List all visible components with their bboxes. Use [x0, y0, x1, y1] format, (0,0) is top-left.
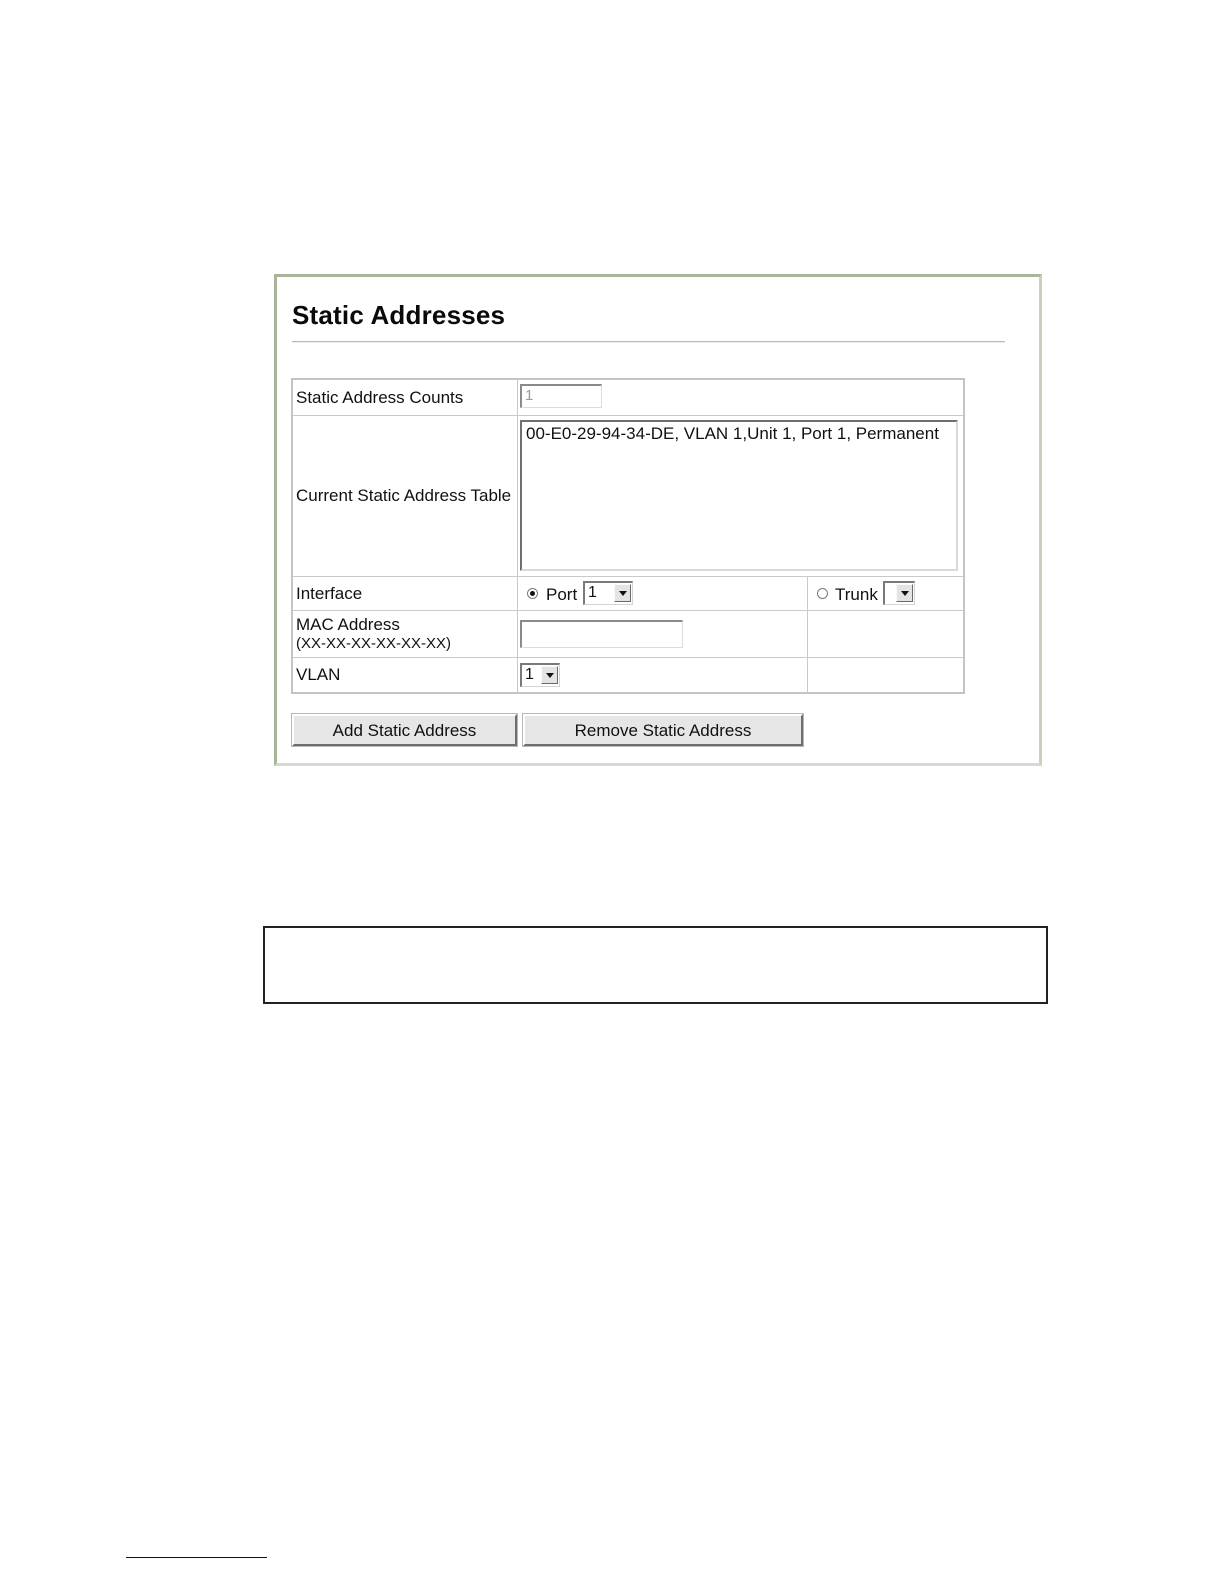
footnote-rule [126, 1557, 267, 1558]
chevron-down-icon[interactable] [896, 584, 913, 602]
port-radio-label: Port [546, 585, 578, 604]
static-addresses-panel [274, 274, 1042, 766]
vlan-select-value: 1 [525, 666, 534, 683]
list-item[interactable]: 00-E0-29-94-34-DE, VLAN 1,Unit 1, Port 1, Permanent [526, 424, 939, 443]
current-static-address-table-label-text: Current Static Address Table [296, 486, 512, 505]
vlan-label [293, 658, 518, 692]
page-title: Static Addresses [292, 300, 506, 330]
title-divider [292, 341, 1005, 343]
vlan-empty-cell [808, 658, 963, 692]
mac-address-label-line1: MAC Address [296, 615, 400, 634]
remove-static-address-button[interactable]: Remove Static Address [523, 714, 803, 746]
trunk-radio-label: Trunk [835, 585, 878, 604]
interface-label-text: Interface [296, 583, 363, 603]
mac-address-cell [518, 611, 808, 658]
current-static-address-table-label [293, 416, 518, 577]
static-address-counts-label-text: Static Address Counts [296, 387, 464, 407]
static-address-listbox[interactable] [520, 420, 958, 571]
interface-port-cell [518, 577, 808, 611]
interface-label [293, 577, 518, 611]
vlan-label-text: VLAN [296, 665, 341, 684]
interface-trunk-cell [808, 577, 963, 611]
mac-address-input[interactable] [520, 620, 683, 648]
vlan-select[interactable] [520, 663, 560, 687]
port-select-value: 1 [588, 584, 597, 601]
port-select[interactable] [583, 581, 633, 605]
current-static-address-table-cell [518, 416, 963, 577]
mac-address-empty-cell [808, 611, 963, 658]
static-address-counts-field: 1 [520, 384, 602, 408]
trunk-select[interactable] [883, 581, 915, 605]
chevron-down-icon[interactable] [614, 584, 631, 602]
port-radio-icon[interactable] [527, 588, 538, 599]
static-address-counts-cell [518, 380, 963, 416]
empty-note-box [263, 926, 1048, 1004]
mac-address-label [293, 611, 518, 658]
vlan-cell [518, 658, 808, 692]
trunk-radio-icon[interactable] [817, 588, 828, 599]
add-static-address-button[interactable]: Add Static Address [292, 714, 517, 746]
static-address-form [291, 378, 965, 694]
chevron-down-icon[interactable] [541, 666, 558, 684]
static-address-counts-label [293, 380, 518, 416]
mac-address-format-hint: (XX-XX-XX-XX-XX-XX) [296, 635, 452, 652]
